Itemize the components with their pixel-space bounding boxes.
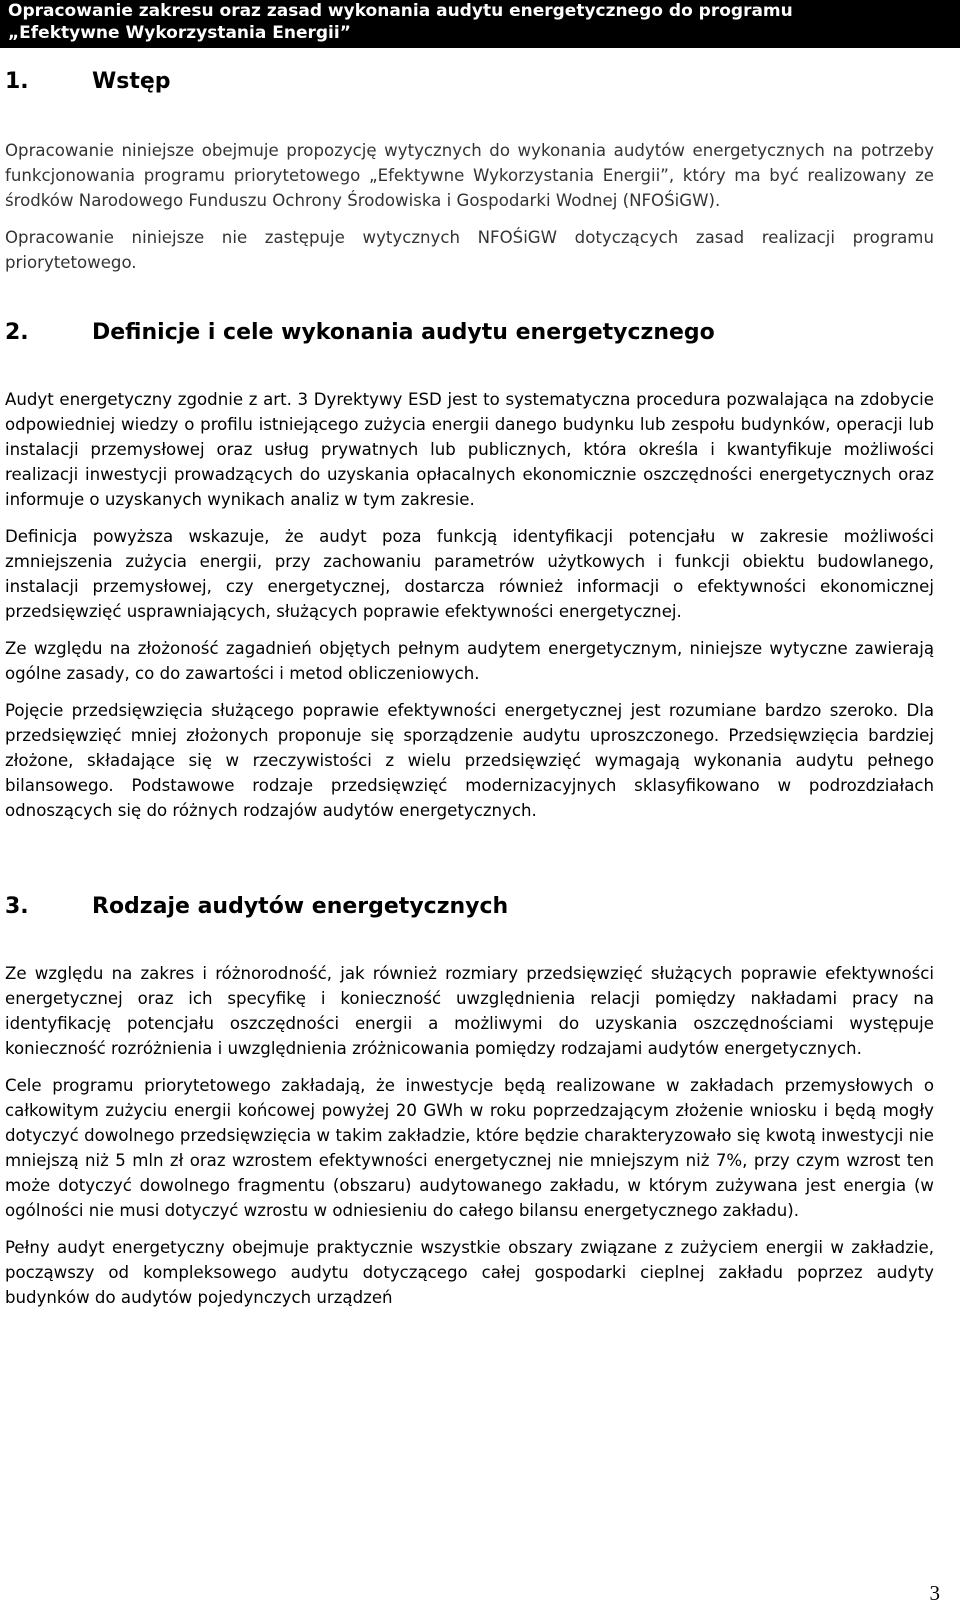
section-number: 1. — [5, 69, 29, 94]
running-header — [0, 0, 960, 48]
section-heading-definitions — [5, 319, 934, 347]
paragraph: Cele programu priorytetowego zakładają, że inwestycje będą realizowane w zakładach przemysłowych o całkowitym zużyciu energii końcowej powyżej 20 GWh w roku poprzedzającym złożenie wniosku i będą mogły dotyczyć dowolnego przedsięwzięcia w takim zakładzie, które będzie charakteryzowało się kwotą inwestycji nie mniejszą niż 5 mln zł oraz wzrostem efektywności energetycznej nie mniejszym niż 7%, przy czym wzrost ten może dotyczyć dowolnego fragmentu (obszaru) audytowanego zakładu, w którym zużywana jest energia (w ogólności nie musi dotyczyć wzrostu w odniesieniu do całego bilansu energetycznego zakładu). — [5, 1076, 934, 1220]
page-number: 3 — [929, 1581, 940, 1605]
section-heading-audit-types — [5, 893, 934, 921]
section-title: Rodzaje audytów energetycznych — [92, 894, 509, 919]
section-heading-introduction — [5, 68, 934, 96]
paragraph: Ze względu na zakres i różnorodność, jak również rozmiary przedsięwzięć służących poprawie efektywności energetycznej oraz ich specyfikę i konieczność uwzględnienia relacji pomiędzy nakładami pracy na identyfikację potencjału oszczędności energii a możliwymi do uzyskania oszczędnościami występuje konieczność rozróżnienia i uwzględnienia zróżnicowania pomiędzy rodzajami audytów energetycznych. — [5, 964, 934, 1058]
paragraph: Definicja powyższa wskazuje, że audyt poza funkcją identyfikacji potencjału w zakresie możliwości zmniejszenia zużycia energii, przy zachowaniu parametrów użytkowych i funkcji obiektu budowlanego, instalacji przemysłowej, czy energetycznej, dostarcza również informacji o efektywności ekonomicznej przedsięwzięć usprawniających, służących poprawie efektywności energetycznej. — [5, 527, 934, 621]
header-title-line-1: Opracowanie zakresu oraz zasad wykonania audytu energetycznego do programu — [8, 1, 793, 21]
section-number: 2. — [5, 320, 29, 345]
paragraph: Audyt energetyczny zgodnie z art. 3 Dyrektywy ESD jest to systematyczna procedura pozwalająca na zdobycie odpowiedniej wiedzy o profilu istniejącego zużycia energii danego budynku lub zespołu budynków, operacji lub instalacji przemysłowej oraz usług prywatnych lub publicznych, która określa i kwantyfikuje możliwości realizacji inwestycji prowadzących do uzyskania opłacalnych ekonomicznie oszczędności energetycznych oraz informuje o uzyskanych wynikach analiz w tym zakresie. — [5, 390, 934, 509]
paragraph: Pełny audyt energetyczny obejmuje praktycznie wszystkie obszary związane z zużyciem energii w zakładzie, począwszy od kompleksowego audytu dotyczącego całej gospodarki cieplnej zakładu poprzez audyty budynków do audytów pojedynczych urządzeń — [5, 1238, 934, 1307]
document-body — [5, 58, 934, 1310]
header-title-line-2: „Efektywne Wykorzystania Energii” — [8, 23, 351, 43]
paragraph: Ze względu na złożoność zagadnień objętych pełnym audytem energetycznym, niniejsze wytyczne zawierają ogólne zasady, co do zawartości i metod obliczeniowych. — [5, 639, 934, 683]
paragraph: Opracowanie niniejsze nie zastępuje wytycznych NFOŚiGW dotyczących zasad realizacji programu priorytetowego. — [5, 228, 934, 272]
section-title: Wstęp — [92, 69, 171, 94]
section-title: Definicje i cele wykonania audytu energetycznego — [92, 320, 715, 345]
paragraph: Pojęcie przedsięwzięcia służącego poprawie efektywności energetycznej jest rozumiane bardzo szeroko. Dla przedsięwzięć mniej złożonych proponuje się sporządzenie audytu uproszczonego. Przedsięwzięcia bardziej złożone, składające się w rzeczywistości z wielu przedsięwzięć wymagają wykonania audytu pełnego bilansowego. Podstawowe rodzaje przedsięwzięć modernizacyjnych sklasyfikowano w podrozdziałach odnoszących się do różnych rodzajów audytów energetycznych. — [5, 701, 934, 820]
section-number: 3. — [5, 894, 29, 919]
paragraph: Opracowanie niniejsze obejmuje propozycję wytycznych do wykonania audytów energetycznych na potrzeby funkcjonowania programu priorytetowego „Efektywne Wykorzystania Energii”, który ma być realizowany ze środków Narodowego Funduszu Ochrony Środowiska i Gospodarki Wodnej (NFOŚiGW). — [5, 141, 934, 210]
